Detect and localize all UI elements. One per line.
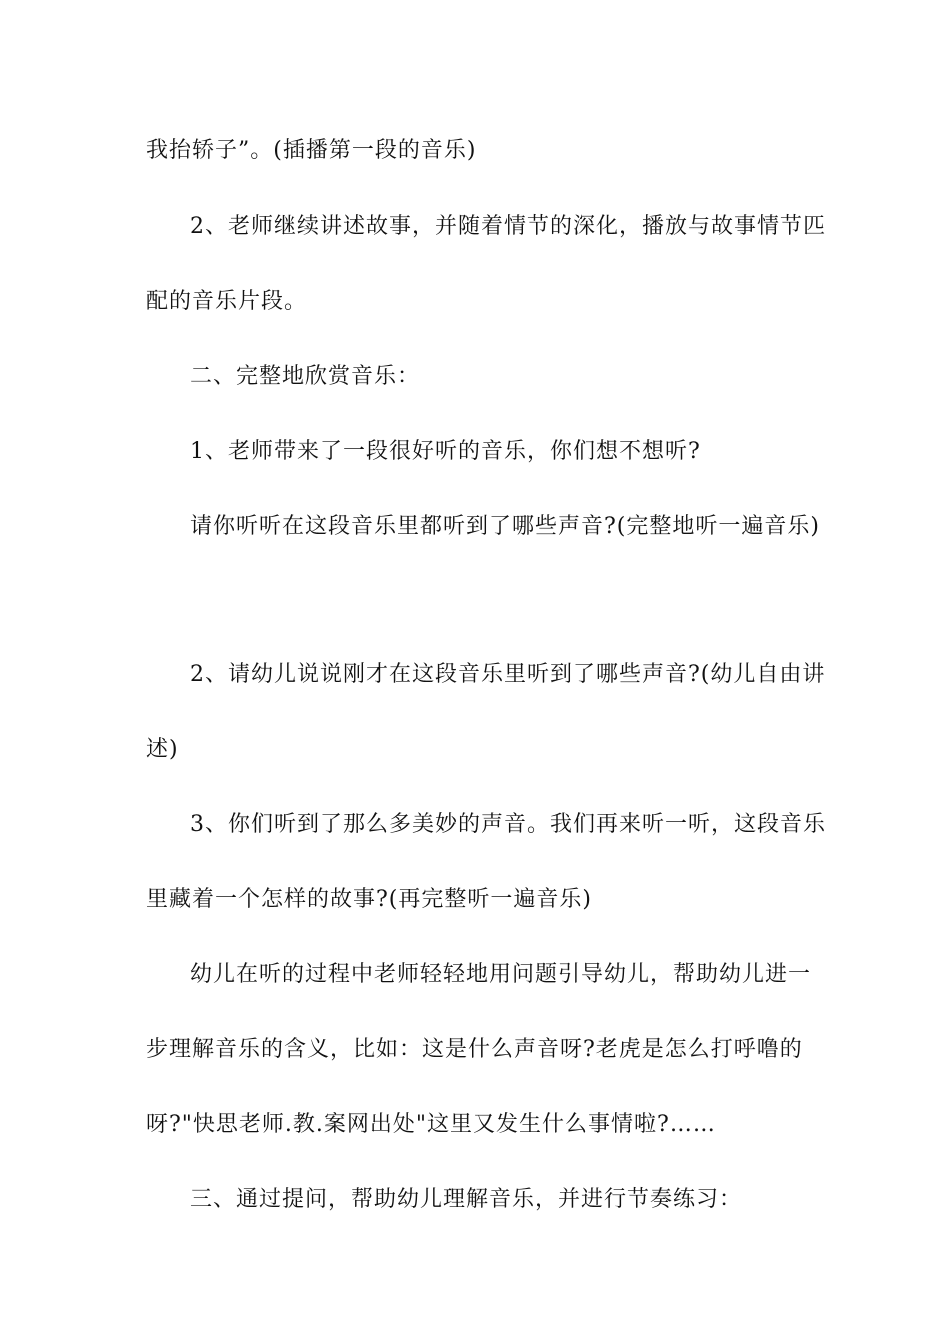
text-line: 里藏着一个怎样的故事?(再完整听一遍音乐) [146, 887, 592, 912]
section-heading: 二、完整地欣赏音乐： [190, 364, 421, 389]
text-line: 配的音乐片段。 [146, 289, 308, 314]
text-line: 请你听听在这段音乐里都听到了哪些声音?(完整地听一遍音乐) [190, 514, 820, 539]
text-line: 3、你们听到了那么多美妙的声音。我们再来听一听，这段音乐 [190, 812, 826, 837]
text-line: 呀?"快思老师.教.案网出处"这里又发生什么事情啦?…… [146, 1112, 716, 1137]
text-line: 1、老师带来了一段很好听的音乐，你们想不想听? [190, 439, 701, 464]
text-line: 幼儿在听的过程中老师轻轻地用问题引导幼儿，帮助幼儿进一 [190, 962, 812, 987]
text-line: 2、请幼儿说说刚才在这段音乐里听到了哪些声音?(幼儿自由讲 [190, 662, 826, 687]
text-line: 步理解音乐的含义，比如：这是什么声音呀?老虎是怎么打呼噜的 [146, 1037, 803, 1062]
text-line: 2、老师继续讲述故事，并随着情节的深化，播放与故事情节匹 [190, 214, 826, 239]
text-line: 述) [146, 737, 179, 762]
section-heading: 三、通过提问，帮助幼儿理解音乐，并进行节奏练习： [190, 1187, 743, 1212]
text-line: 我抬轿子”。(插播第一段的音乐) [146, 138, 477, 163]
